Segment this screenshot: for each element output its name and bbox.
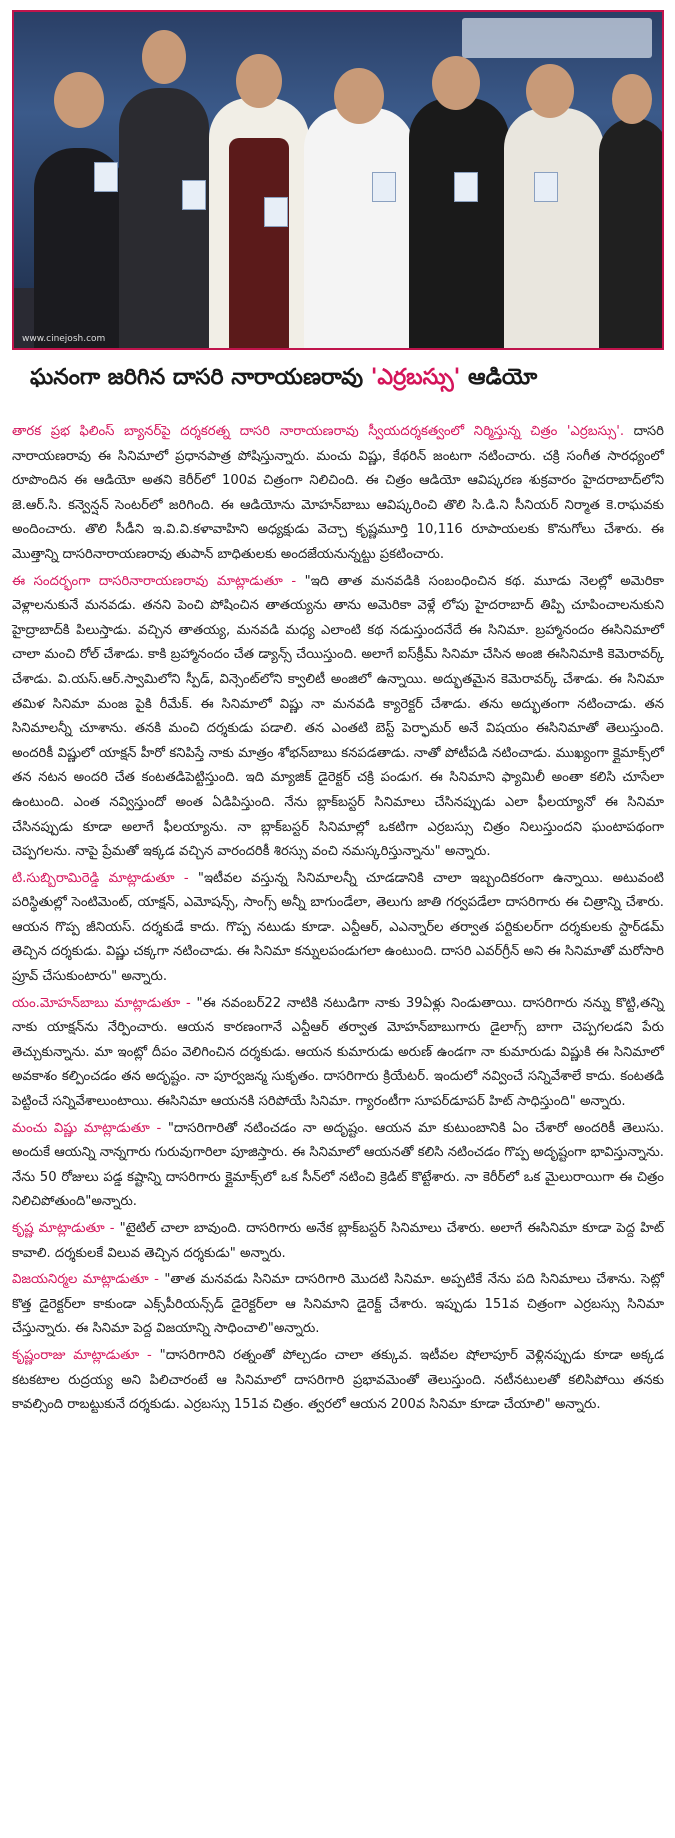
- speech-paragraph: [12, 1344, 664, 1418]
- person-4: [304, 108, 414, 348]
- intro-lead: తారక ప్రభ ఫిలింస్ బ్యానర్‌పై దర్శకరత్న దాసరి నారాయణరావు స్వీయదర్శకత్వంలో నిర్మిస్తున్న చిత్రం 'ఎర్రబస్సు'.: [12, 424, 625, 439]
- person-3-vest: [229, 138, 289, 348]
- speech-text: "తాత మనవడు సినిమా దాసరిగారి మొదటి సినిమా. అప్పటికే నేను పది సినిమాలు చేశాను. సెట్లో కొత్త డైరెక్టర్‌లా కాకుండా ఎక్స్‌పీరియన్స్‌డ్ డైరెక్టర్‌లా ఆ సినిమాని డైరెక్ట్ చేశారు. ఇప్పుడు 151వ చిత్రంగా ఎర్రబస్సు సినిమా చేస్తున్నారు. ఈ సినిమా పెద్ద విజయాన్ని సాధించాలి"అన్నారు.: [12, 1272, 664, 1337]
- event-photo: [12, 10, 664, 350]
- speech-text: "ఇటీవల వస్తున్న సినిమాలన్నీ చూడడానికి చాలా ఇబ్బందికరంగా ఉన్నాయి. అటువంటి పరిస్థితుల్లో సెంటిమెంట్, యాక్షన్, ఎమోషన్స్, సాంగ్స్ అన్నీ బాగుండేలా, తెలుగు జాతి గర్వపడేలా దాసరిగారు ఈ చిత్రాన్ని చేశారు. ఆయన గొప్ప జీనియస్. దర్శకుడే కాదు. గొప్ప నటుడు కూడా. ఎన్టీఆర్, ఎఎన్నార్‌ల తర్వాత పర్టికులర్‌గా దర్శకులకు స్టార్‌డమ్ తెచ్చిన దర్శకుడు. విష్ణు చక్కగా నటించాడు. ఈ సినిమా కన్నులపండుగలా ఉంటుంది. దాసరి ఎవర్‌గ్రీన్ అని ఈ సినిమాతో మరోసారి ప్రూవ్ చేసుకుంటారు" అన్నారు.: [12, 870, 664, 985]
- speech-paragraph: [12, 1268, 664, 1342]
- speaker-name: టి.సుబ్బిరామిరెడ్డి మాట్లాడుతూ -: [12, 870, 189, 886]
- speech-paragraph: [12, 570, 664, 865]
- person-6-head: [526, 64, 574, 118]
- person-3-head: [236, 54, 282, 108]
- person-5-head: [432, 56, 480, 110]
- speech-paragraph: [12, 1117, 664, 1215]
- speech-text: "టైటిల్ చాలా బావుంది. దాసరిగారు అనేక బ్లాక్‌బస్టర్ సినిమాలు చేశారు. అలాగే ఈసినిమా కూడా పెద్ద హిట్ కావాలి. దర్శకులకే విలువ తెచ్చిన దర్శకుడు" అన్నారు.: [12, 1221, 665, 1261]
- speech-paragraph: [12, 992, 664, 1115]
- speech-text: "ఈ నవంబర్22 నాటికి నటుడిగా నాకు 39ఏళ్లు నిండుతాయి. దాసరిగారు నన్ను కొట్టి,తన్ని నాకు యాక్షన్‌ను నేర్పించారు. ఆయన కారణంగానే ఎన్టీఆర్ తర్వాత మోహన్‌బాబుగారు డైలాగ్స్ బాగా చెప్పగలడని పేరు తెచ్చుకున్నాను. మా ఇంట్లో దీపం వెలిగించిన దర్శకుడు. ఆయన కుమారుడు అరుణ్ ఉండగా నా కుమారుడు విష్ణుకి ఈ సినిమాలో అవకాశం కల్పించడం తన అదృష్టం. నా పూర్వజన్మ సుకృతం. దాసరిగారు క్రియేటర్. ఇందులో నవ్వించే సన్నివేశాలే కాదు. కంటతడి పెట్టించే సన్నివేశాలుంటాయి. ఈసినిమా ఆయనకి సరిపోయే సినిమా. గ్యారంటీగా సూపర్‌డూపర్ హిట్ సాధిస్తుంది" అన్నారు.: [12, 995, 664, 1110]
- audio-cd: [182, 180, 206, 210]
- person-5: [409, 98, 509, 348]
- intro-paragraph: [12, 420, 664, 568]
- speaker-name: విజయనిర్మల మాట్లాడుతూ -: [12, 1272, 159, 1288]
- person-1-head: [54, 72, 104, 128]
- photo-watermark: www.cinejosh.com: [22, 334, 106, 344]
- headline-before: ఘనంగా జరిగిన దాసరి నారాయణరావు: [30, 365, 371, 390]
- headline: [30, 365, 650, 401]
- headline-after: ఆడియో: [460, 365, 538, 390]
- speaker-name: కృష్ణ మాట్లాడుతూ -: [12, 1221, 115, 1236]
- speech-paragraph: [12, 867, 664, 990]
- person-2: [119, 88, 209, 348]
- audio-cd: [264, 197, 288, 227]
- speech-text: "ఇది తాత మనవడికి సంబంధించిన కథ. మూడు నెలల్లో అమెరికా వెళ్లాలనుకునే మనవడు. తనని పెంచి పోషించిన తాతయ్యను తాను అమెరికా వెళ్లే లోపు హైదరాబాద్ తిప్పి చూపించాలనుకుని హైద్రాబాద్‌కి పిలుస్తాడు. వచ్చిన తాతయ్య, మనవడి మధ్య ఎలాంటి కథ నడుస్తుందనేదే ఈ సినిమా. బ్రహ్మానందం ఈసినిమాలో చాలా మంచి రోల్ చేశాడు. కాకి బ్రహ్మానందం చేత డ్యాన్స్ చేయిస్తుంది. అలాగే ఐస్‌క్రీమ్ సినిమా చేసిన అంజి ఈసినిమాకి కెమెరావర్క్ చేశాడు. వి.యస్.ఆర్.స్వామిలోని స్పీడ్, విన్సెంట్‌లోని క్వాలిటీ అంజిలో ఉన్నాయి. అద్భుతమైన కెమెరావర్క్ చేశాడు. ఈ సినిమా తమిళ సినిమా మంజ పైకి రీమేక్. ఈ సినిమాలో విష్ణు నా మనవడి క్యారెక్టర్ చేశాడు. తను అద్భుతంగా నటించాడు. తన సినిమాలన్నీ చూశాను. తనకి మంచి దర్శకుడు పడాలి. తన ఎంతటి బెస్ట్ పెర్ఫామర్ అనే విషయం ఈసినిమాతో తెలుస్తుంది. అందరికీ విష్ణులో యాక్షన్ హీరో కనిపిస్తే నాకు మాత్రం శోభన్‌బాబు కనపడతాడు. నాతో పోటీపడి నటించాడు. ముఖ్యంగా క్లైమాక్స్‌లో తన నటన అందరి చేత కంటతడిపెట్టిస్తుంది. ఇది మ్యాజిక్ డైరెక్టర్ చక్రి పండుగ. ఈ సినిమాని ఫ్యామిలీ అంతా కలిసి చూసేలా ఉంటుంది. ఎంత నవ్విస్తుందో అంత ఏడిపిస్తుంది. నేను బ్లాక్‌బస్టర్ సినిమాలు చేసినప్పుడు ఎలా ఫీలయ్యానో ఈ సినిమా చేసినప్పుడు కూడా అలాగే ఫీలయ్యాను. నా బ్లాక్‌బస్టర్ సినిమాల్లో ఒకటిగా ఎర్రబస్సు చిత్రం నిలుస్తుందని ఘంటాపథంగా చెప్పగలను. నాపై ప్రేమతో ఇక్కడ వచ్చిన వారందరికీ శిరస్సు వంచి నమస్కరిస్తున్నాను" అన్నారు.: [12, 573, 664, 860]
- person-7: [599, 118, 664, 348]
- audio-cd: [94, 162, 118, 192]
- speech-paragraph: [12, 1217, 664, 1266]
- speech-text: "దాసరిగారితో నటించడం నా అదృష్టం. ఆయన మా కుటుంబానికి ఏం చేశారో అందరికీ తెలుసు. అందుకే ఆయన్ని నాన్నగారు గురువుగారిలా పూజిస్తారు. ఈ సినిమాలో ఆయనతో కలిసి నటించడం గొప్ప అదృష్టంగా భావిస్తున్నాను. నేను 50 రోజులు పడ్డ కష్టాన్ని దాసరిగారు క్లైమాక్స్‌లో ఒక సీన్‌లో నటించి క్రెడిట్ కొట్టేశారు. నా కెరీర్‌లో ఒక మైలురాయిగా ఈ చిత్రం నిలిచిపోతుంది"అన్నారు.: [12, 1120, 665, 1210]
- speaker-name: మంచు విష్ణు మాట్లాడుతూ -: [12, 1120, 162, 1136]
- audio-cd: [454, 172, 478, 202]
- article-body: [12, 420, 664, 1420]
- audio-cd: [534, 172, 558, 202]
- audio-cd: [372, 172, 396, 202]
- backdrop-banner: [462, 18, 652, 58]
- headline-highlight: 'ఎర్రబస్సు': [370, 365, 461, 390]
- person-7-head: [612, 74, 652, 124]
- speaker-name: కృష్ణంరాజు మాట్లాడుతూ -: [12, 1347, 152, 1363]
- speaker-name: యం.మోహన్‌బాబు మాట్లాడుతూ -: [12, 995, 191, 1011]
- speaker-name: ఈ సందర్భంగా దాసరినారాయణరావు మాట్లాడుతూ -: [12, 573, 297, 589]
- person-6: [504, 108, 604, 348]
- person-4-head: [334, 68, 384, 124]
- intro-text: దాసరి నారాయణరావు ఈ సినిమాలో ప్రధానపాత్ర పోషిస్తున్నారు. మంచు విష్ణు, కేథరిన్ జంటగా నటించారు. చక్రి సంగీత సారధ్యంలో రూపొందిన ఈ ఆడియో అతని కెరీర్‌లో 100వ చిత్రంగా నిలిచింది. ఈ చిత్రం ఆడియో ఆవిష్కరణ శుక్రవారం హైదరాబాద్‌లోని జె.ఆర్.సి. కన్వెన్షన్ సెంటర్‌లో జరిగింది. ఈ ఆడియోను మోహన్‌బాబు ఆవిష్కరించి తొలి సి.డి.ని సీనియర్ నిర్మాత కె.రాఘవకు అందించారు. తొలి సీడీని ఇ.వి.వి.కళావాహిని అధ్యక్షుడు వెచ్చా కృష్ణమూర్తి 10,116 రూపాయలకు కొనుగోలు చేశారు. ఈ మొత్తాన్ని దాసరినారాయణరావు తుపాన్ బాధితులకు అందజేయనున్నట్టు ప్రకటించారు.: [12, 424, 664, 562]
- person-2-head: [142, 30, 186, 84]
- speech-text: "దాసరిగారిని రత్నంతో పోల్చడం చాలా తక్కువ. ఇటీవల షోలాపూర్ వెళ్లినప్పుడు కూడా అక్కడ కటకటాల రుద్రయ్య అని పిలిచారంటే ఆ సినిమాలో దాసరిగారి ప్రభావమెంతో తెలుస్తుంది. నటీనటులతో కలిసిపోయి తనకు కావల్సింది రాబట్టుకునే దర్శకుడు. ఎర్రబస్సు 151వ చిత్రం. త్వరలో ఆయన 200వ సినిమా కూడా చేయాలి" అన్నారు.: [12, 1347, 664, 1413]
